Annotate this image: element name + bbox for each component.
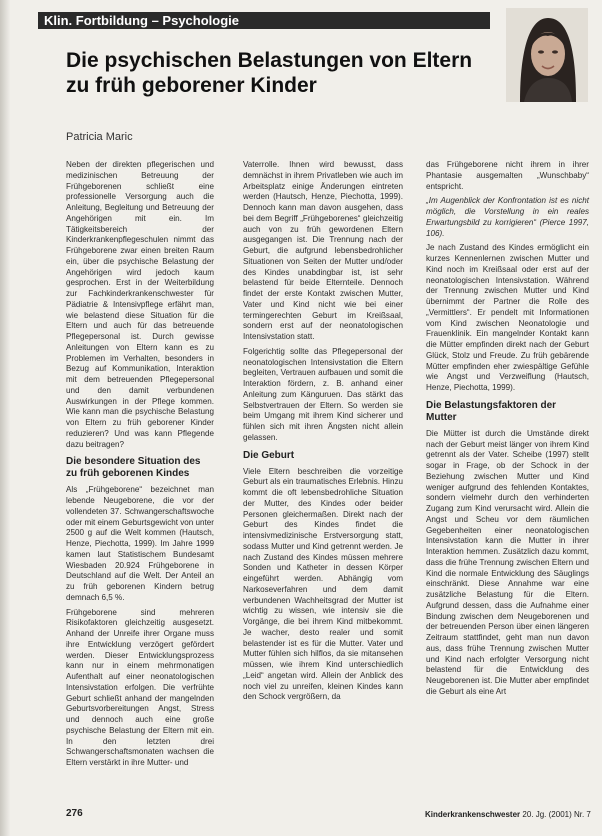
article-title [66,48,496,98]
paragraph: Frühgeborene sind mehreren Risikofaktoren gleichzeitig ausgesetzt. Anhand der Unreife ihrer Organe muss ihre Entwicklung verzögert gefördert werden. Dieser Entwicklungsprozess kann nur in einem mehrmonatigen Aufenthalt auf einer neonatologischen Intensivstation erfolgen. Die verfrühte Geburt schließt anhand der mangelnden Geburtsvorbereitungen Angst, Stress und dennoch auch eine große psychische Belastung der Eltern mit ein. In den letzten drei Schwangerschaftsmonaten wachsen die Eltern verstärkt in ihre Mutter- und [66,607,214,767]
journal-issue: 20. Jg. (2001) Nr. 7 [522,810,591,819]
page-binding-shadow [0,0,10,836]
paragraph: Viele Eltern beschreiben die vorzeitige Geburt als ein traumatisches Erlebnis. Hinzu kommt die oft lebensbedrohliche Situation der Mutter, des Kindes oder beider Personen gleichermaßen. Direkt nach der Geburt des Kindes findet die intensivmedizinische Erstversorgung statt, sodass Mutter und Kind getrennt werden. Je nach Zustand des Kindes müssen mehrere Sonden und Katheter in dessen Körper eingeführt werden. Abhängig vom Narkoseverfahren und dem damit verbundenen Wachheitsgrad der Mutter ist wichtig zu wissen, wie intensiv sie die Vorgänge, die bei ihrem Kind mitbekommt. Je wacher, desto realer und somit belastender ist es für die Mutter. Vater und Mutter fühlen sich hilflos, da sie mitansehen müssen, wie ihrem Kind unterschiedlich „Leid“ angetan wird. Allein der Anblick des noch viel zu unreifen, kleinen Kindes kann den Schock vergrößern, da [243,466,403,702]
column-2 [243,160,403,707]
section-header: Klin. Fortbildung – Psychologie [38,12,490,29]
journal-name: Kinderkrankenschwester [425,810,521,819]
subheading: Die Geburt [243,449,295,461]
paragraph: Als „Frühgeborene“ bezeichnet man lebende Neugeborene, die vor der vollendeten 37. Schwangerschaftswoche oder mit einem Geburtsgewicht von unter 2500 g auf die Welt kommen (Hautsch, Henze, Piechotta, 1999). Im Jahre 1999 kamen laut Statistischem Bundesamt Wiesbaden 20.924 Frühgeborene in Deutschland auf die Welt. Der Anteil an zu früh geborenen Kindern betrug demnach 6,5 %. [66,485,215,602]
column-1 [66,160,214,773]
article-author: Patricia Maric [66,131,133,143]
subheading: Die besondere Situation des zu früh geborenen Kindes [66,456,201,480]
column-3 [426,160,589,702]
paragraph: Vaterrolle. Ihnen wird bewusst, dass demnächst in ihrem Privatleben wie auch im Arbeitsplatz einige Änderungen eintreten werden (Hautsch, Henze, Piechotta, 1999). Dennoch kann man davon ausgehen, dass bei dem Begriff „Frühgeborenes“ gleichzeitig auch von zu früh gewordenen Eltern ausgegangen ist. Die Trennung nach der Geburt, die aufgrund lebensbedrohlicher Situationen von Seiten der Mutter und/oder des Kindes unabdingbar ist, ist sehr belastend für beide Elternteile. Dennoch findet der erste Kontakt zwischen Mutter, Vater und Kind nicht wie bei einer termingerechten Geburt im Kreißsaal, sondern erst auf der neonatologischen Intensivstation statt. [243,160,403,341]
paragraph: Die Mütter ist durch die Umstände direkt nach der Geburt meist länger von ihrem Kind getrennt als der Vater. Scheibe (1997) stellt sogar in Frage, ob der Schock in der Beziehung zwischen Mutter und Kind weniger aufgrund des fehlenden Kontaktes, sondern vielmehr durch den verhinderten Zugang zum Kind verursacht wird. Allein die Angst und Scheu vor dem räumlichen Gegebenheiten einer neonatologischen Intensivstation kann die Mutter in ihrer Interaktion hemmen. Zusätzlich dazu kommt, dass die frühe Trennung zwischen Eltern und Kind die normale Entwicklung des Säuglings einschränkt. Diese Annahme war eine zusätzliche Belastung für die Eltern. Aufgrund dessen, dass die Aufnahme einer Bindung zwischen dem Neugeborenen und der betreuenden Person über einen längeren Zeitraum stattfindet, geht man nun davon aus, dass frühe Trennung zwischen Mutter und Kind nach erfolgter Versorgung nicht belastend für die Entwicklung des Neugeborenen ist. Die Mutter aber empfindet die Geburt als eine Art [426,428,589,696]
page-number: 276 [66,808,83,819]
paragraph: Je nach Zustand des Kindes ermöglicht ein kurzes Kennenlernen zwischen Mutter und Kind noch im Kreißsaal oder erst auf der neonatologischen Intensivstation. Während der Trennung zwischen Mutter und Kind übernimmt der Partner die Rolle des „Vermittlers“. Er pendelt mit Informationen vom Kind zwischen Neonatologie und Frauenklinik. Ein mangelnder Kontakt kann die Mütter empfinden direkt nach der Geburt Glück, Stolz und Freude. Zu früh gebärende Mütter empfinden eher zwiespältige Gefühle wie Angst und Verzweiflung (Hautsch, Henze, Piechotta, 1999). [426,243,589,392]
author-portrait-icon [506,8,588,102]
paragraph: Folgerichtig sollte das Pflegepersonal der neonatologischen Intensivstation die Eltern begleiten, Vertrauen aufbauen und somit die Interaktion fördern, z. B. anhand einer Anleitung zum Känguruen. Das stärkt das Selbstvertrauen der Eltern. So werden sie beim Umgang mit ihrem Kind sicherer und fühlen sich mit ihren Ängsten nicht allein gelassen. [243,346,403,442]
paragraph: das Frühgeborene nicht ihrem in ihrer Phantasie ausgemalten „Wunschbaby“ entspricht. [426,160,589,191]
title-line-1: Die psychischen Belastungen von Eltern [66,49,473,72]
subheading: Die Belastungsfaktoren der Mutter [426,399,557,423]
journal-footer [425,810,591,819]
title-line-2: zu früh geborener Kinder [66,74,317,97]
quote: „Im Augenblick der Konfrontation ist es nicht möglich, die Vorstellung in ein reales Erwartungsbild zu korrigieren“ (Pierce 1997, 106). [426,196,589,238]
paragraph: Neben der direkten pflegerischen und medizinischen Betreuung der Frühgeborenen schließt eine professionelle Versorgung auch die Anleitung, Begleitung und Betreuung der Angehörigen mit ein. Im Tätigkeitsbereich der Kinderkrankenpflegeschulen nimmt das Frühgeborene zwar einen breiten Raum ein, über die psychische Belastung der Angehörigen wird jedoch kaum gesprochen. Erst in der Weiterbildung zur Fachkinderkrankenschwester für Pädiatrie & Intensivpflege erfährt man, wie belastend diese Situation für die Eltern und auch für das betreuende Pflegepersonal ist. Durch gewisse Anleitungen von Eltern kann es zu Problemen im Verhalten, besonders in Bezug auf Kommunikation, Interaktion mit dem betreuenden Pflegepersonal und den damit verbundenen Auswirkungen in der Pflege kommen. Wie kann man die psychische Belastung von Eltern zu früh geborener Kinder reduzieren? Und was kann Pflegende dazu beitragen? [66,160,214,449]
